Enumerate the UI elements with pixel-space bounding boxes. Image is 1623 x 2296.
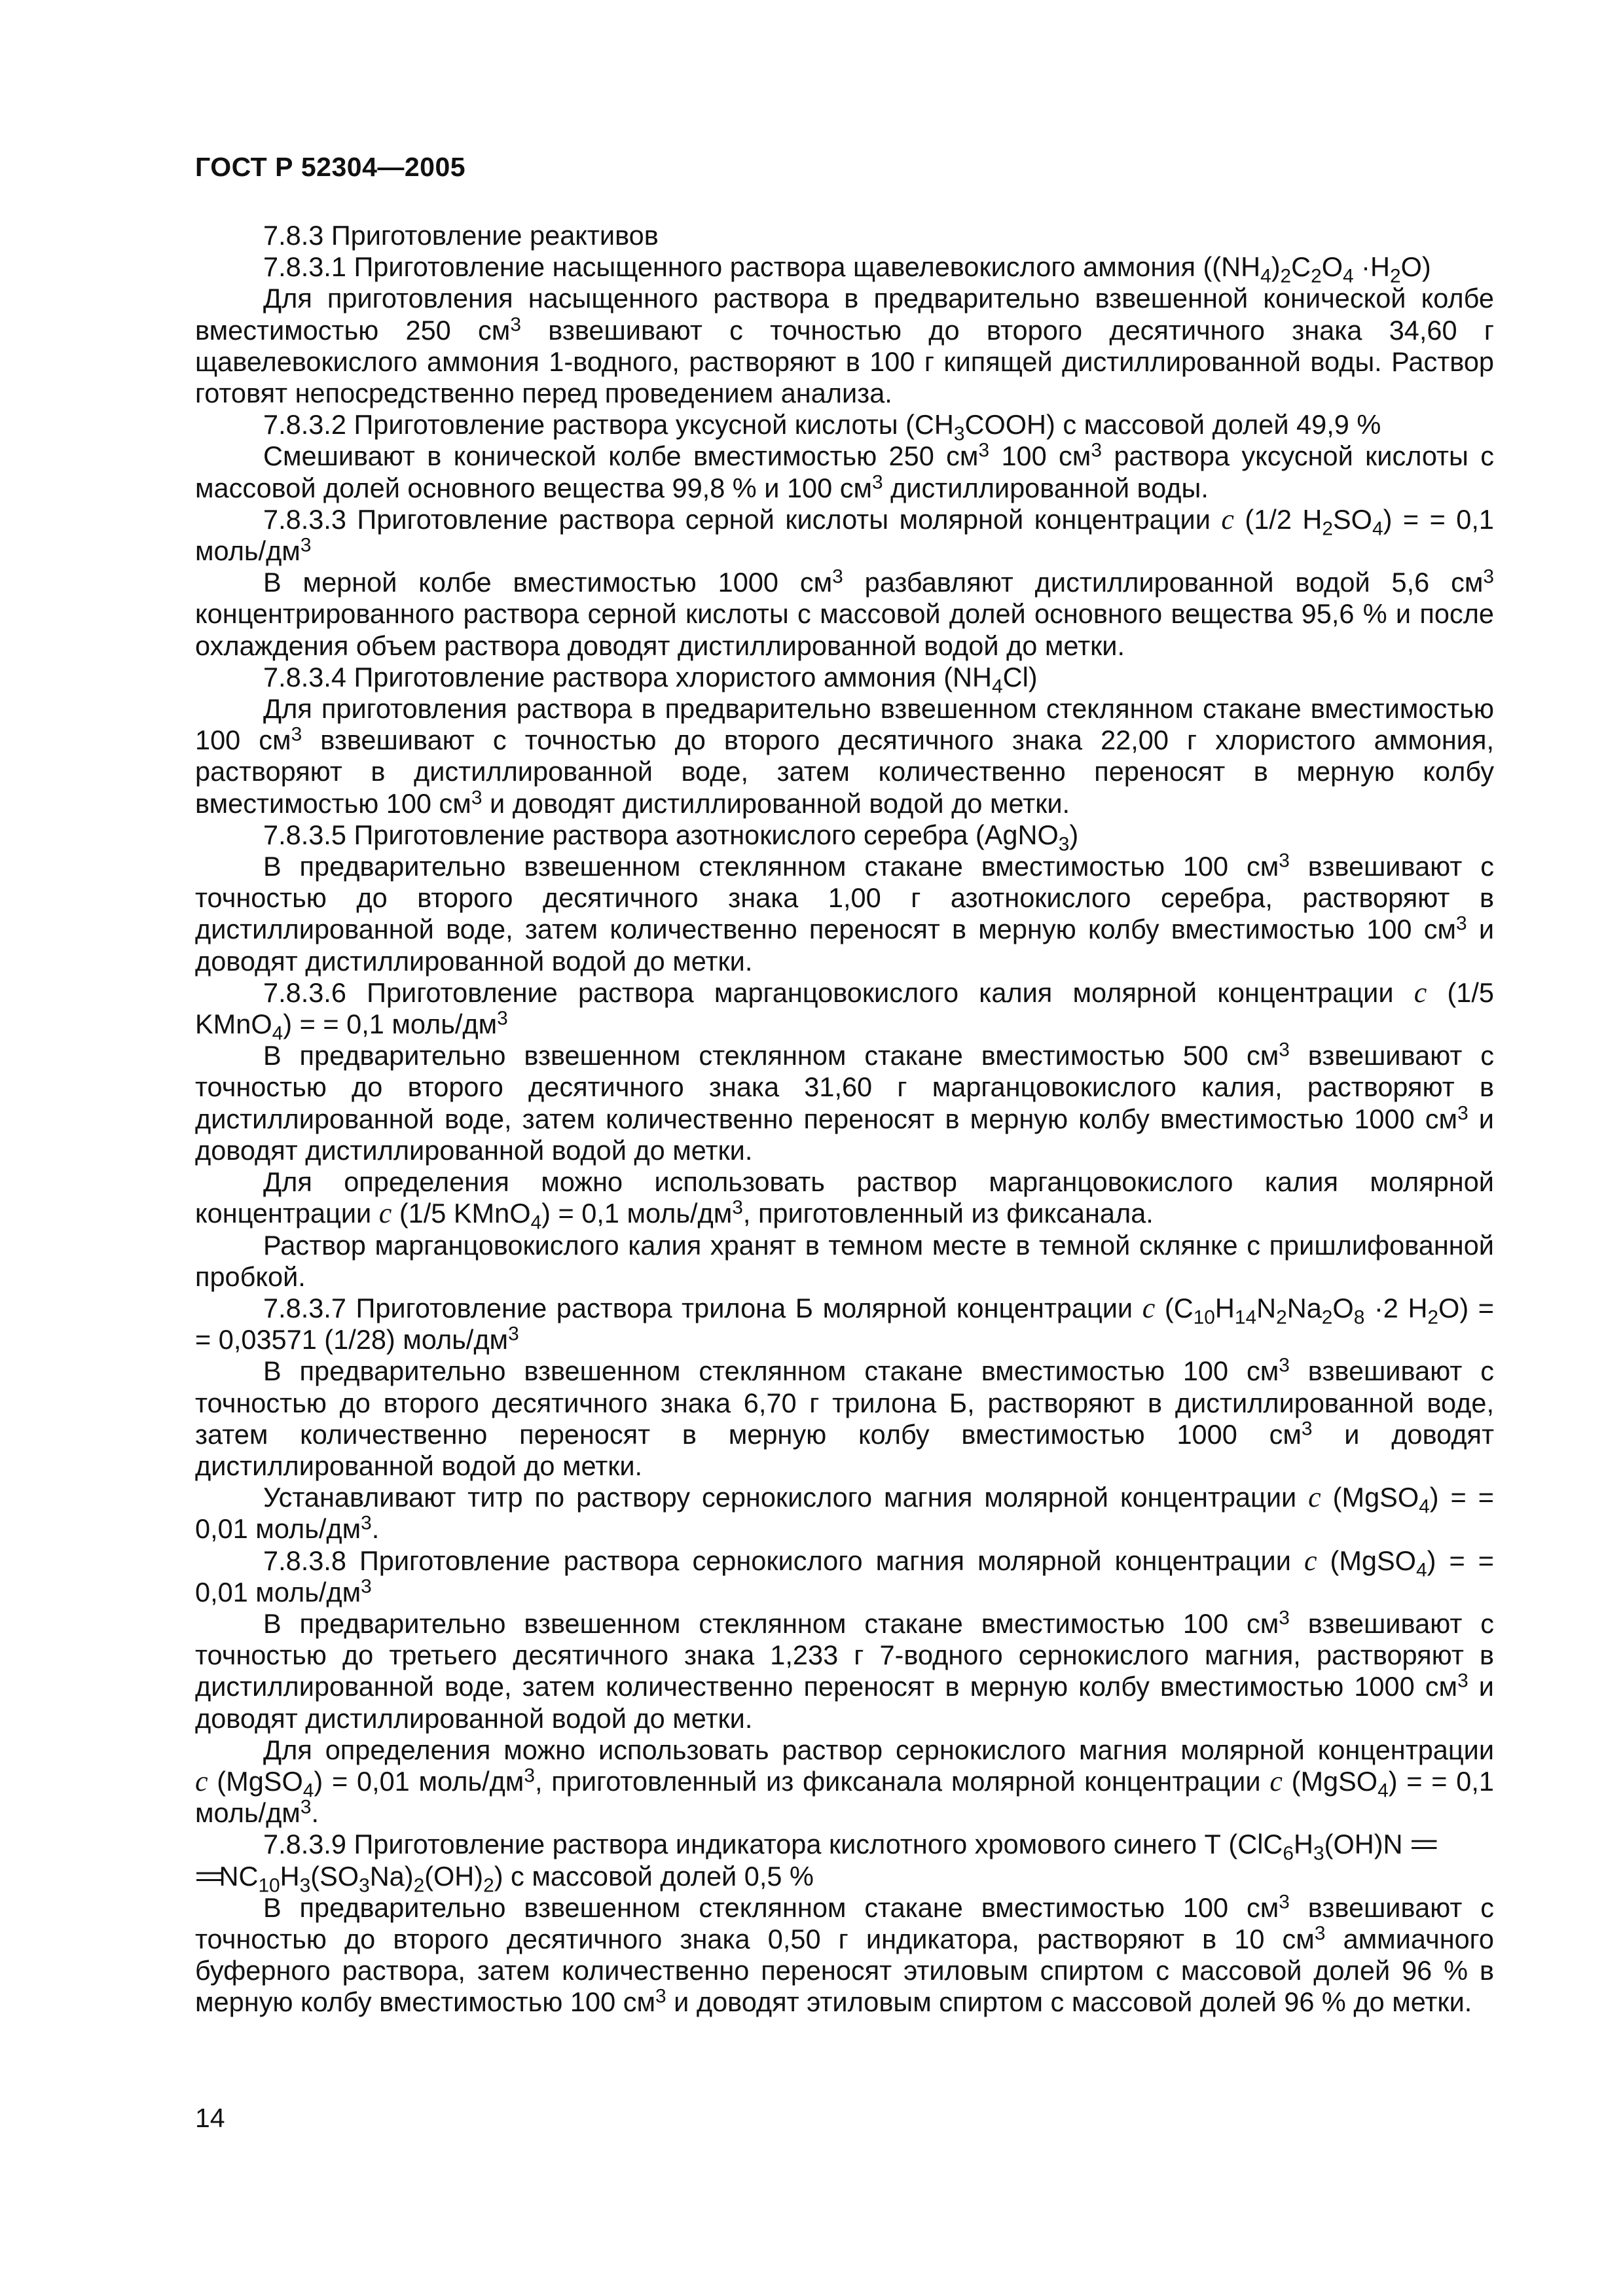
paragraph: В мерной колбе вместимостью 1000 $см^3$ разбавляют дистиллированной водой 5,6 $см^3$ концентрированного раствора серной кислоты с массовой долей основного вещества 95,6 % и после охлаждения объем раствора доводят дистиллированной водой до метки.: [195, 565, 1494, 661]
subsection-heading: 7.8.3.5 Приготовление раствора азотнокислого серебра (AgNO$_3$): [263, 819, 1079, 855]
paragraph: В предварительно взвешенном стеклянном стакане вместимостью 100 $см^3$ взвешивают с точностью до второго десятичного знака 1,00 г азотнокислого серебра, растворяют в дистиллированной воде, затем количественно переносят в мерную колбу вместимостью 100 $см^3$ и доводят дистиллированной водой до метки.: [195, 850, 1495, 977]
paragraph: Устанавливают титр по раствору сернокислого магния молярной концентрации c (MgSO$_4$) = = 0,01 моль/$дм^3$.: [195, 1481, 1494, 1545]
subsection-heading: 7.8.3.8 Приготовление раствора сернокислого магния молярной концентрации c (MgSO$_4$) = = 0,01 моль/$дм^3$: [195, 1544, 1494, 1607]
subsection-heading: 7.8.3.9 Приготовление раствора индикатора кислотного хромового синего Т ($ClC_6H_3(OH)N$ == $==NC_{10}H_3(SO_3Na)_2(OH)_2$) с массовой долей 0,5 %: [195, 1829, 1434, 1897]
subsection-heading: 7.8.3.3 Приготовление раствора серной кислоты молярной концентрации c (1/2 $H_2SO_4$) = = 0,1 моль/$дм^3$: [195, 503, 1494, 567]
document-header: ГОСТ Р 52304—2005: [195, 152, 466, 182]
paragraph: В предварительно взвешенном стеклянном стакане вместимостью 100 $см^3$ взвешивают с точностью до третьего десятичного знака 1,233 г 7-водного сернокислого магния, растворяют в дистиллированной воде, затем количественно переносят в мерную колбу вместимостью 1000 $см^3$ и доводят дистиллированной водой до метки.: [195, 1607, 1494, 1734]
paragraph: Раствор марганцовокислого калия хранят в темном месте в темной склянке с пришлифованной пробкой.: [195, 1229, 1494, 1292]
paragraph: Для определения можно использовать раствор сернокислого магния молярной концентрации c (MgSO$_4$) = 0,01 моль/$дм^3$, приготовленный из фиксанала молярной концентрации c (MgSO$_4$) = = 0,1 моль/$дм^3$.: [195, 1734, 1494, 1829]
paragraph: Для приготовления раствора в предварительно взвешенном стеклянном стакане вместимостью 100 $см^3$ взвешивают с точностью до второго десятичного знака 22,00 г хлористого аммония, растворяют в дистиллированной воде, затем количественно переносят в мерную колбу вместимостью 100 $см^3$ и доводят дистиллированной водой до метки.: [195, 693, 1494, 819]
subsection-heading: 7.8.3.2 Приготовление раствора уксусной кислоты $(CH_3COOH)$ с массовой долей 49,9 %: [263, 409, 1381, 445]
paragraph: В предварительно взвешенном стеклянном стакане вместимостью 500 $см^3$ взвешивают с точностью до второго десятичного знака 31,60 г марганцовокислого калия, растворяют в дистиллированной воде, затем количественно переносят в мерную колбу вместимостью 1000 $см^3$ и доводят дистиллированной водой до метки.: [195, 1039, 1494, 1166]
paragraph: Для приготовления насыщенного раствора в предварительно взвешенной конической колбе вместимостью 250 $см^3$ взвешивают с точностью до второго десятичного знака 34,60 г щавелевокислого аммония 1-водного, растворяют в 100 г кипящей дистиллированной воды. Раствор готовят непосредственно перед проведением анализа.: [195, 283, 1494, 409]
page-number: 14: [195, 2103, 225, 2133]
subsection-heading: 7.8.3.7 Приготовление раствора трилона Б молярной концентрации c ($C_{10}H_{14}N_2Na_2O_8 \cdot 2$ $H_2O$) = = 0,03571 (1/28) моль/$дм^3$: [195, 1291, 1494, 1355]
subsection-heading: 7.8.3.6 Приготовление раствора марганцовокислого калия молярной концентрации c (1/5 KMnO$_4$) = = 0,1 моль/$дм^3$: [195, 976, 1494, 1045]
section-heading: 7.8.3 Приготовление реактивов: [263, 220, 659, 251]
paragraph: Для определения можно использовать раствор марганцовокислого калия молярной концентрации c (1/5 KMnO$_4$) = 0,1 моль/$дм^3$, приготовленный из фиксанала.: [195, 1166, 1494, 1234]
paragraph: В предварительно взвешенном стеклянном стакане вместимостью 100 $см^3$ взвешивают с точностью до второго десятичного знака 6,70 г трилона Б, растворяют в дистиллированной воде, затем количественно переносят в мерную колбу вместимостью 1000 $см^3$ и доводят дистиллированной водой до метки.: [195, 1354, 1495, 1481]
paragraph: В предварительно взвешенном стеклянном стакане вместимостью 100 $см^3$ взвешивают с точностью до второго десятичного знака 0,50 г индикатора, растворяют в 10 $см^3$ аммиачного буферного раствора, затем количественно переносят этиловым спиртом с массовой долей 96 % в мерную колбу вместимостью 100 $см^3$ и доводят этиловым спиртом с массовой долей 96 % до метки.: [195, 1891, 1494, 2018]
paragraph: Смешивают в конической колбе вместимостью 250 $см^3$ 100 $см^3$ раствора уксусной кислоты с массовой долей основного вещества 99,8 % и 100 $см^3$ дистиллированной воды.: [195, 439, 1494, 503]
subsection-heading: 7.8.3.1 Приготовление насыщенного раствора щавелевокислого аммония $((NH_4)_2C_2O_4 \cdot H_2O)$: [263, 251, 1431, 287]
subsection-heading: 7.8.3.4 Приготовление раствора хлористого аммония $(NH_4Cl)$: [263, 661, 1038, 698]
document-body: [195, 220, 1494, 2018]
